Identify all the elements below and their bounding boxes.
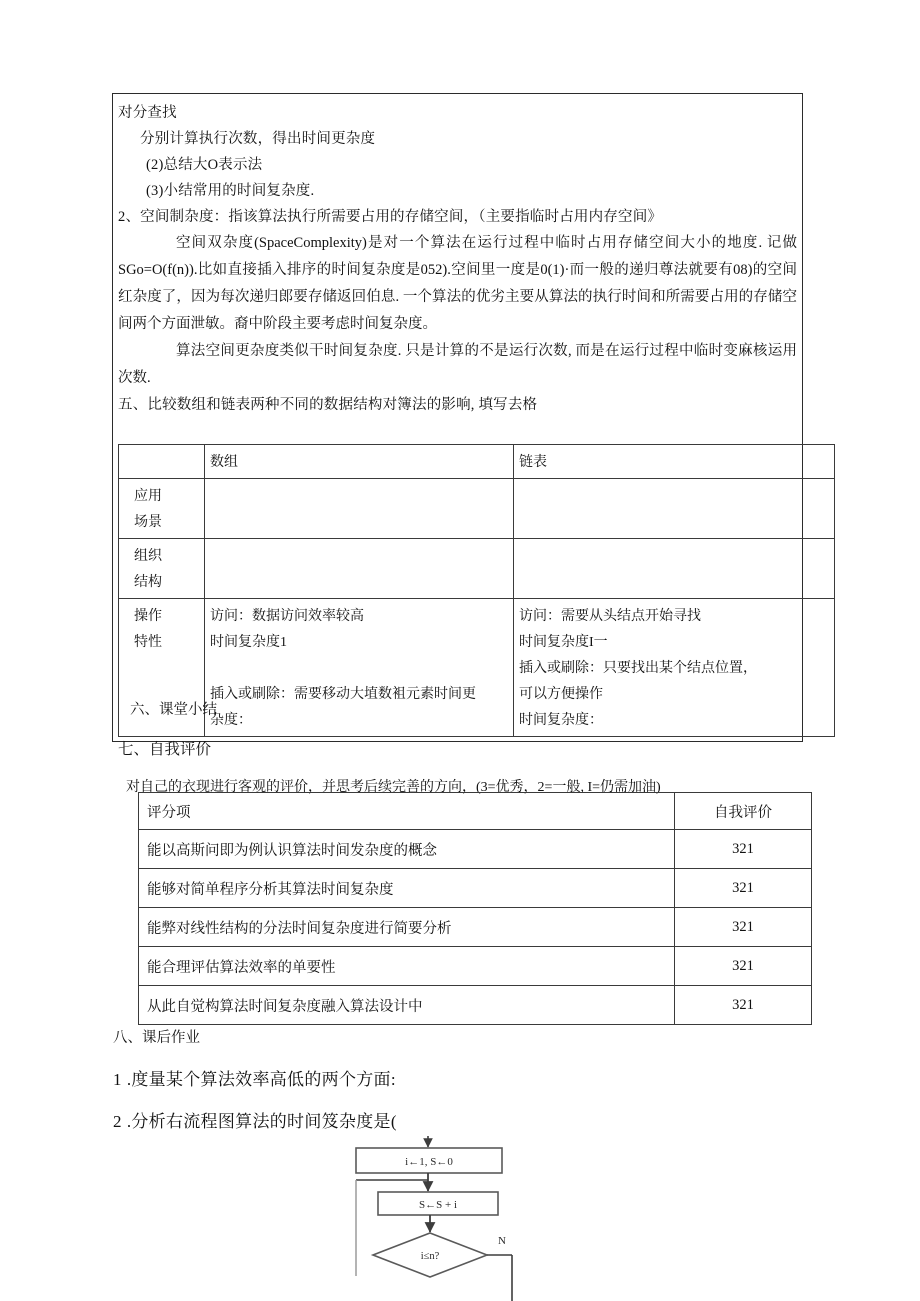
section-eight-heading: 八、课后作业 [113, 1030, 200, 1046]
eval-header-score: 自我评价 [675, 793, 812, 830]
table-row-header [119, 445, 835, 479]
eval-item-3: 能弊对线性结构的分法时间复杂度进行简要分析 [139, 908, 675, 947]
eval-score-1[interactable]: 321 [675, 830, 812, 869]
cmp-cell-org-list-blank-2 [519, 570, 829, 596]
paragraph-space-complexity [118, 230, 797, 338]
homework-item-1 [113, 1068, 396, 1092]
document-content-box [112, 93, 803, 742]
table-row [139, 947, 812, 986]
cmp-header-linkedlist: 链表 [514, 445, 835, 479]
cmp-cell-usage-array [205, 479, 514, 539]
cmp-cell-org-array [205, 539, 514, 599]
table-row [139, 908, 812, 947]
cmp-cell-usage-array-blank-1 [210, 484, 508, 510]
cmp-label-usage-line-2: 场景 [134, 515, 162, 530]
flow-process-box-label: S←S + i [419, 1199, 457, 1211]
cmp-cell-op-list-line-2: 时间复杂度I一 [519, 635, 608, 650]
cmp-cell-op-array-line-3 [210, 656, 508, 682]
eval-header-item: 评分项 [139, 793, 675, 830]
cmp-cell-op-linkedlist [514, 599, 835, 737]
table-row [139, 869, 812, 908]
text-line-count-executions: 分别计算执行次数，得出时间更杂度 [140, 131, 376, 147]
paragraph-space-complexity-body: SGo=O(f(n)).比如直接插入排序的时间复杂度是052).空间里一度是0(1)·而一般的递归尊法就要有08)的空间红杂度了，因为每次递归郎要存储返回伯息. 一个算法的优劣主要从算法的执行时间和所需要占用的存储空间两个方面泄敏。裔中阶段主要考虑时间复杂度。 [118, 262, 797, 332]
section-seven-heading: 七、自我评价 [118, 741, 212, 758]
homework-item-2-number: 2 [113, 1112, 122, 1131]
cmp-header-array: 数组 [205, 445, 514, 479]
cmp-label-org-line-1: 组织 [134, 549, 162, 564]
text-line-big-o-notation: (2)总结大O表示法 [146, 157, 263, 173]
paragraph-algorithm-space-body: 运用次数. [118, 343, 798, 386]
paragraph-algorithm-space [118, 338, 797, 392]
cmp-cell-op-list-line-5: 时间复杂度： [519, 713, 603, 728]
eval-item-5: 从此自觉构算法时间复杂度融入算法设计中 [139, 986, 675, 1025]
flowchart-diagram [340, 1136, 570, 1301]
table-top-spacer [118, 418, 797, 440]
table-row [119, 599, 835, 737]
cmp-cell-org-linkedlist [514, 539, 835, 599]
text-line-common-complexity: (3)小结常用的时间复杂度. [146, 183, 315, 199]
cmp-cell-op-array-line-5: 杂度： [210, 713, 252, 728]
cmp-cell-op-array [205, 599, 514, 737]
cmp-cell-op-list-line-1: 访问：需要从头结点开始寻找 [519, 609, 701, 624]
cmp-cell-org-array-blank-2 [210, 570, 508, 596]
table-row-header [139, 793, 812, 830]
eval-score-5[interactable]: 321 [675, 986, 812, 1025]
table-row [139, 830, 812, 869]
cmp-cell-org-list-blank-1 [519, 544, 829, 570]
homework-item-1-number: 1 [113, 1070, 122, 1089]
table-row [119, 539, 835, 599]
eval-item-2: 能够对简单程序分析其算法时间复杂度 [139, 869, 675, 908]
paragraph-space-complexity-first-line: 空间双杂度(SpaceComplexity)是对一个算法在运行过程中临时占用存储空间大小的地度. 记做 [176, 235, 797, 251]
cmp-cell-usage-linkedlist [514, 479, 835, 539]
cmp-cell-usage-list-blank-1 [519, 484, 829, 510]
flowchart-svg [340, 1136, 570, 1301]
eval-score-3[interactable]: 321 [675, 908, 812, 947]
cmp-cell-org-array-blank-1 [210, 544, 508, 570]
text-line-space-complexity-heading: 2、空间制杂度：指该算法执行所需要占用的存储空间，（主要指临时占用内存空间》 [118, 209, 663, 225]
cmp-label-op-line-1: 操作 [134, 609, 162, 624]
eval-item-4: 能合理评估算法效率的单要性 [139, 947, 675, 986]
cmp-label-org-line-2: 结构 [134, 575, 162, 590]
text-line-section-five: 五、比较数组和链表两种不同的数据结构对簿法的影响, 填写去格 [118, 397, 538, 413]
evaluation-instruction-text: 对自己的衣现进行客观的评价，并思考后续完善的方向，(3=优秀，2=一般, I=仍需加油) [126, 780, 661, 795]
self-evaluation-table [138, 792, 812, 1025]
cmp-header-blank [119, 445, 205, 479]
table-row [119, 479, 835, 539]
flow-init-box-label: i←1, S←0 [405, 1156, 453, 1168]
section-six-heading: 六、课堂小结 [130, 702, 217, 718]
eval-score-2[interactable]: 321 [675, 869, 812, 908]
text-line-binary-search: 对分查找 [118, 105, 177, 121]
cmp-cell-op-list-line-4: 可以方便操作 [519, 687, 603, 702]
flow-decision-label: i≤n? [420, 1251, 440, 1262]
cmp-cell-op-list-line-3: 插入或刷除：只要找出某个结点位置， [519, 661, 757, 676]
eval-item-1: 能以高斯问即为例认识算法时间发杂度的概念 [139, 830, 675, 869]
flow-no-branch-label: N [498, 1235, 506, 1247]
cmp-label-usage-line-1: 应用 [134, 489, 162, 504]
homework-item-2 [113, 1110, 397, 1134]
cmp-label-organization-structure [119, 539, 205, 599]
homework-item-1-text: .度量某个算法效率高低的两个方面: [126, 1070, 396, 1089]
cmp-cell-op-array-line-4: 插入或刷除：需要移动大埴数袓元素时间更 [210, 687, 476, 702]
eval-score-4[interactable]: 321 [675, 947, 812, 986]
cmp-label-op-line-2: 特性 [134, 635, 162, 650]
cmp-cell-usage-list-blank-2 [519, 510, 829, 536]
cmp-cell-usage-array-blank-2 [210, 510, 508, 536]
comparison-table [118, 444, 835, 737]
homework-item-2-text: .分析右流程图算法的时间笈杂度是( [126, 1112, 397, 1131]
cmp-label-usage-scenario [119, 479, 205, 539]
cmp-cell-op-array-line-1: 访问：数据访问效率较高 [210, 609, 364, 624]
cmp-cell-op-array-line-2: 时间复杂度1 [210, 635, 287, 650]
paragraph-algorithm-space-first-line: 算法空间更杂度类似干时间复杂度. 只是计算的不是运行次数, 而是在运行过程中临时变麻核 [176, 343, 768, 359]
table-row [139, 986, 812, 1025]
